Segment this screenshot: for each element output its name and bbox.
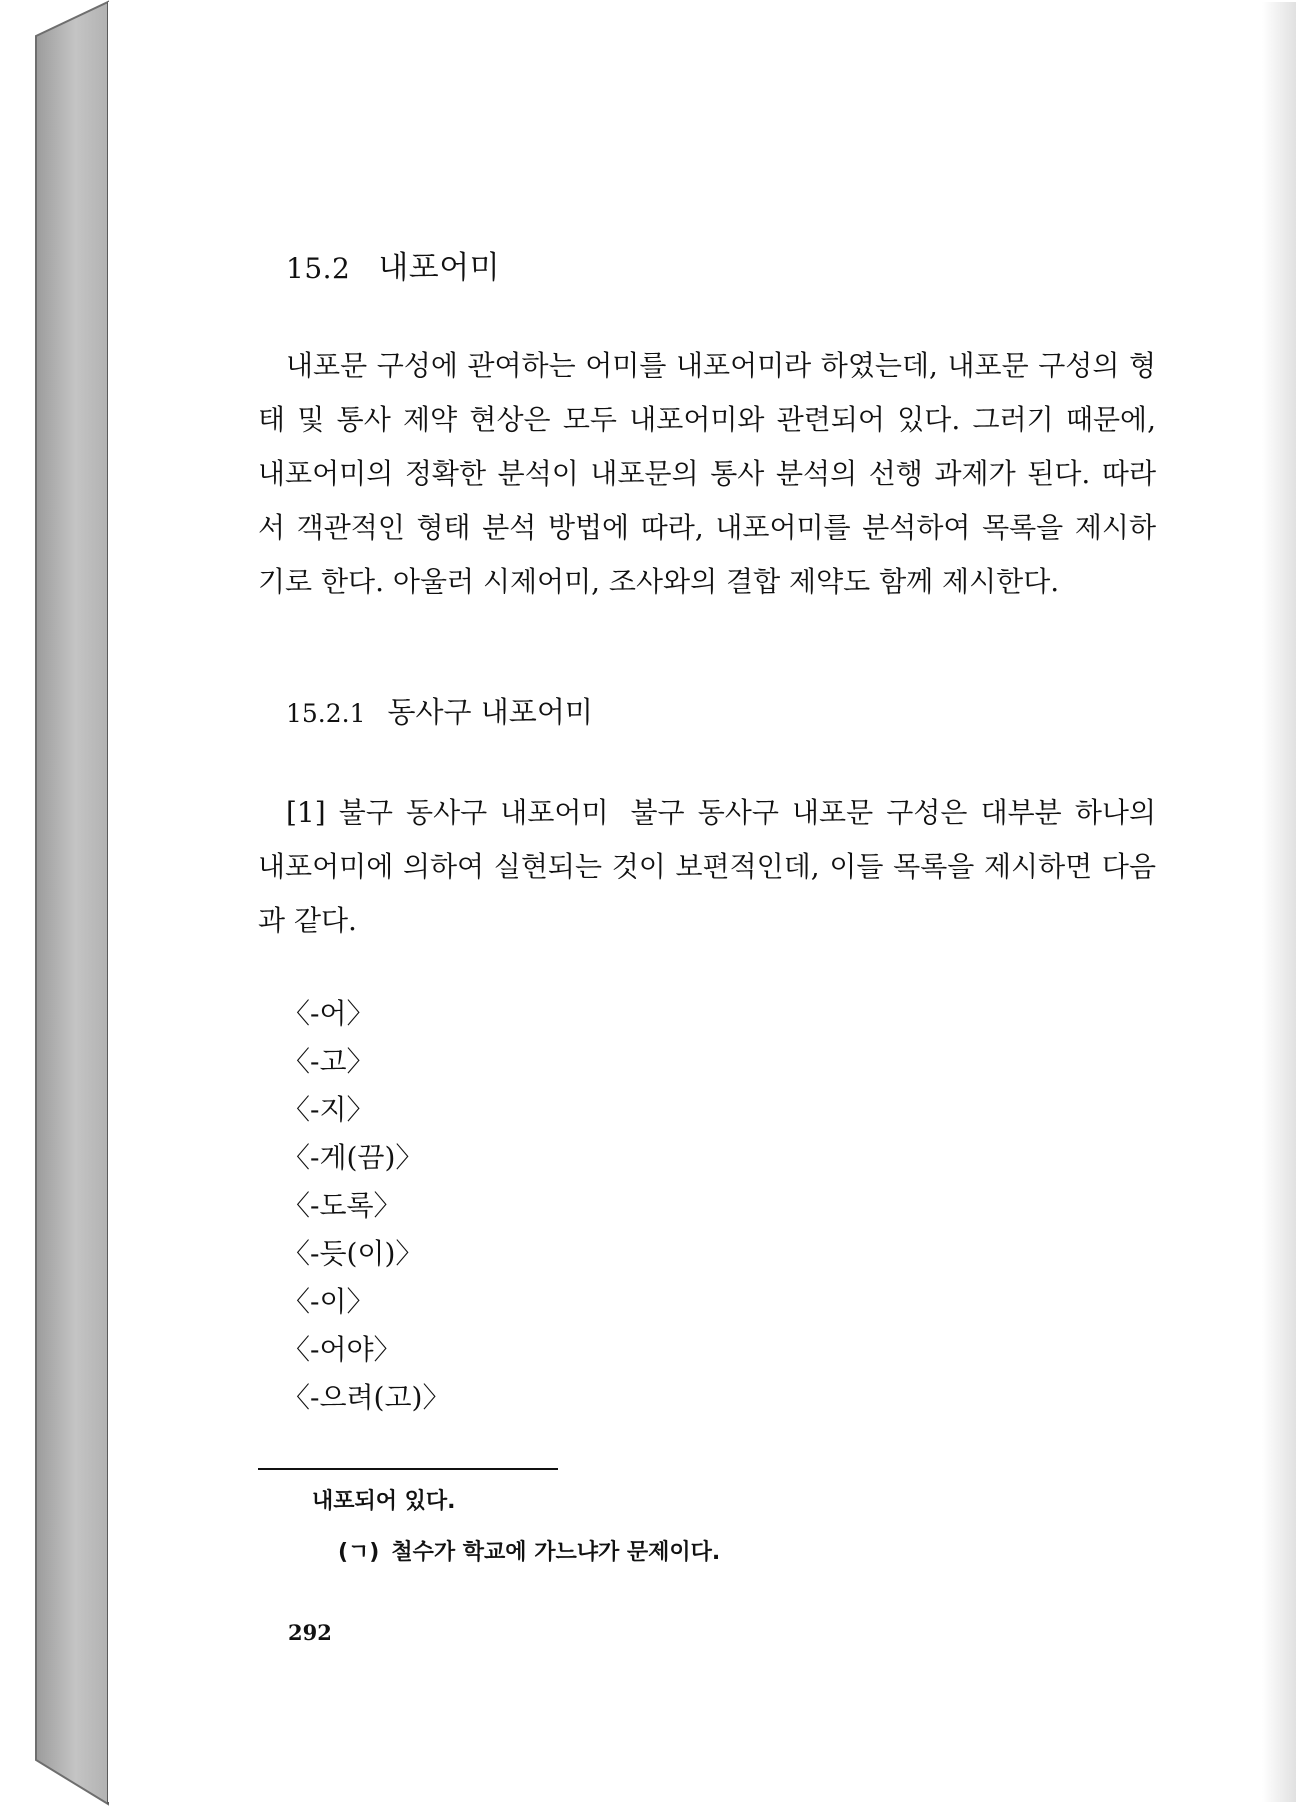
ending-form: 〈-으려(고)〉	[282, 1381, 451, 1414]
subsection-number: 15.2.1	[286, 699, 366, 728]
ending-form: 〈-지〉	[282, 1093, 375, 1126]
footnote-example-mark: (ㄱ)	[338, 1540, 380, 1565]
book-page	[108, 2, 1296, 1802]
subsection-heading	[286, 690, 593, 731]
subsection-title: 동사구 내포어미	[387, 695, 593, 729]
ending-form: 〈-듯(이)〉	[282, 1237, 424, 1270]
item-lead: [1] 불구 동사구 내포어미	[286, 796, 609, 829]
section-heading	[286, 242, 500, 287]
ending-form: 〈-고〉	[282, 1045, 375, 1078]
ending-form: 〈-게(끔)〉	[282, 1141, 424, 1174]
item-paragraph	[258, 786, 1156, 948]
ending-form-list	[282, 990, 450, 1422]
footnote-divider	[258, 1468, 558, 1470]
section-title: 내포어미	[378, 250, 501, 286]
footnote-line: 내포되어 있다.	[312, 1489, 456, 1514]
footnote-example-text: 철수가 학교에 가느냐가 문제이다.	[391, 1540, 721, 1565]
ending-form: 〈-이〉	[282, 1285, 375, 1318]
ending-form: 〈-도록〉	[282, 1189, 402, 1222]
footnote-example	[338, 1535, 720, 1566]
section-number: 15.2	[286, 252, 351, 285]
ending-form: 〈-어야〉	[282, 1333, 402, 1366]
intro-paragraph: 내포문 구성에 관여하는 어미를 내포어미라 하였는데, 내포문 구성의 형태 및 통사 제약 현상은 모두 내포어미와 관련되어 있다. 그러기 때문에, 내포어미의 정확한 분석이 내포문의 통사 분석의 선행 과제가 된다. 따라서 객관적인 형태 분석 방법에 따라, 내포어미를 분석하여 목록을 제시하기로 한다. 아울러 시제어미, 조사와의 결합 제약도 함께 제시한다.	[258, 349, 1156, 598]
page-number: 292	[288, 1620, 332, 1645]
item-text: 불구 동사구 내포문 구성은 대부분 하나의 내포어미에 의하여 실현되는 것이 보편적인데, 이들 목록을 제시하면 다음과 같다.	[258, 796, 1156, 937]
page-edge-shadow	[1262, 2, 1296, 1802]
ending-form: 〈-어〉	[282, 997, 375, 1030]
